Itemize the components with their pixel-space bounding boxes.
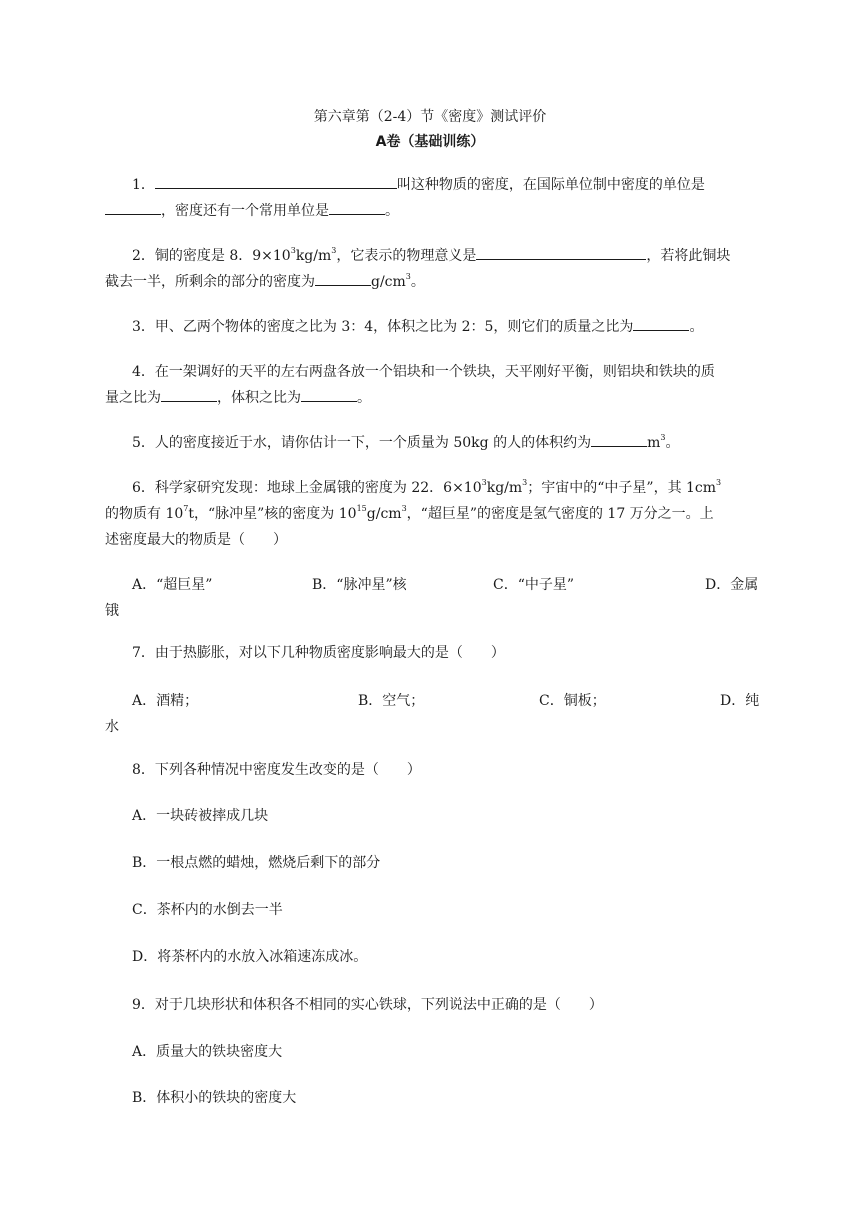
question-2-exp: 3 (290, 246, 296, 255)
question-6-text-b: kg/m (486, 480, 523, 496)
question-1-blank-3 (329, 200, 385, 215)
question-7-option-d-cont: 水 (105, 719, 119, 735)
question-9-option-b: B．体积小的铁块的密度大 (132, 1090, 297, 1106)
question-7-option-c: C．铜板； (539, 693, 606, 709)
question-1-blank-2 (105, 200, 161, 215)
question-5-end: 。 (665, 435, 680, 451)
question-2-unit-2-exp: 3 (405, 272, 411, 281)
question-7-option-d: D．纯 (720, 693, 760, 709)
question-6-text-a: 6．科学家研究发现：地球上金属锇的密度为 22．6×10 (132, 480, 482, 496)
question-6-exp-d: 7 (183, 504, 189, 513)
question-5-blank (591, 432, 647, 447)
question-1-line-1 (132, 172, 757, 198)
question-8-option-a: A．一块砖被摔成几块 (132, 808, 269, 824)
question-4-text-a: 量之比为 (105, 390, 161, 406)
question-4-text-b: ，体积之比为 (217, 390, 301, 406)
question-3-blank (633, 316, 689, 331)
question-5 (132, 430, 757, 456)
question-2-blank-2 (315, 271, 371, 286)
question-6-exp-f: 3 (401, 504, 407, 513)
question-3-text: 3．甲、乙两个物体的密度之比为 3：4，体积之比为 2：5，则它们的质量之比为 (132, 319, 634, 335)
question-2-text-b: ，它表示的物理意义是 (336, 248, 477, 264)
question-5-unit-exp: 3 (660, 433, 666, 442)
question-4-line-1: 4．在一架调好的天平的左右两盘各放一个铝块和一个铁块，天平刚好平衡，则铝块和铁块的质 (132, 364, 715, 380)
question-9: 9．对于几块形状和体积各不相同的实心铁球，下列说法中正确的是（ ） (132, 997, 603, 1013)
question-1-line-2 (105, 198, 757, 224)
question-6-text-d: 的物质有 10 (105, 506, 184, 522)
question-2-unit: kg/m (295, 248, 332, 264)
question-2-text-c: ，若将此铜块 (646, 248, 731, 264)
question-7-option-a: A．酒精； (132, 693, 199, 709)
question-8-option-b: B．一根点燃的蜡烛，燃烧后剩下的部分 (132, 855, 381, 871)
question-2-end: 。 (410, 274, 425, 290)
question-1-number: 1． (132, 177, 155, 193)
question-6-option-d: D．金属 (705, 577, 759, 593)
question-6-text-c: ；宇宙中的“中子星”，其 1cm (527, 480, 717, 496)
question-8: 8．下列各种情况中密度发生改变的是（ ） (132, 762, 421, 778)
question-6-line-1 (132, 475, 757, 501)
question-2-line-2 (105, 269, 757, 295)
question-9-option-a: A．质量大的铁块密度大 (132, 1044, 283, 1060)
question-6-text-e: t，“脉冲星”核的密度为 10 (188, 506, 357, 522)
question-8-option-c: C．茶杯内的水倒去一半 (132, 902, 283, 918)
question-7: 7．由于热膨胀，对以下几种物质密度影响最大的是（ ） (132, 645, 505, 661)
page-title: 第六章第（2-4）节《密度》测试评价 (313, 109, 547, 125)
question-5-text: 5．人的密度接近于水，请你估计一下，一个质量为 50kg 的人的体积约为 (132, 435, 592, 451)
question-6-text-g: ，“超巨星”的密度是氢气密度的 17 万分之一。上 (406, 506, 714, 522)
question-4-line-2 (105, 385, 757, 411)
question-8-option-d: D．将茶杯内的水放入冰箱速冻成冰。 (132, 949, 368, 965)
question-6-exp-e: 15 (356, 504, 367, 513)
question-4-blank-1 (161, 387, 217, 402)
question-6-line-3: 述密度最大的物质是（ ） (105, 532, 287, 548)
question-1-blank-1 (155, 174, 397, 189)
question-7-option-b: B．空气； (358, 693, 425, 709)
question-4-end: 。 (357, 390, 371, 406)
question-1-text-2: ，密度还有一个常用单位是 (161, 203, 329, 219)
question-6-option-d-cont: 锇 (105, 603, 119, 619)
question-2-unit-2: g/cm (371, 274, 406, 290)
question-6-option-b: B．“脉冲星”核 (312, 577, 407, 593)
question-6-text-f: g/cm (366, 506, 402, 522)
question-2-text-d: 截去一半，所剩余的部分的密度为 (105, 274, 315, 290)
question-1-text-1: 叫这种物质的密度，在国际单位制中密度的单位是 (396, 177, 705, 193)
question-6-exp-b: 3 (522, 478, 528, 487)
question-6-exp-a: 3 (481, 478, 487, 487)
question-6-option-a: A．“超巨星” (132, 577, 213, 593)
question-4-blank-2 (301, 387, 357, 402)
question-6-exp-c: 3 (716, 478, 722, 487)
question-5-unit: m (647, 435, 661, 451)
question-3-end: 。 (689, 319, 704, 335)
question-6-option-c: C．“中子星” (493, 577, 575, 593)
question-3 (132, 314, 757, 340)
question-1-end: 。 (385, 203, 399, 219)
question-2-unit-exp: 3 (331, 246, 337, 255)
page-subtitle: A卷（基础训练） (375, 134, 485, 150)
question-6-line-2 (105, 501, 757, 527)
question-2-text-a: 2．铜的密度是 8．9×10 (132, 248, 291, 264)
question-2-blank-1 (476, 245, 646, 260)
question-2-line-1 (132, 243, 757, 269)
